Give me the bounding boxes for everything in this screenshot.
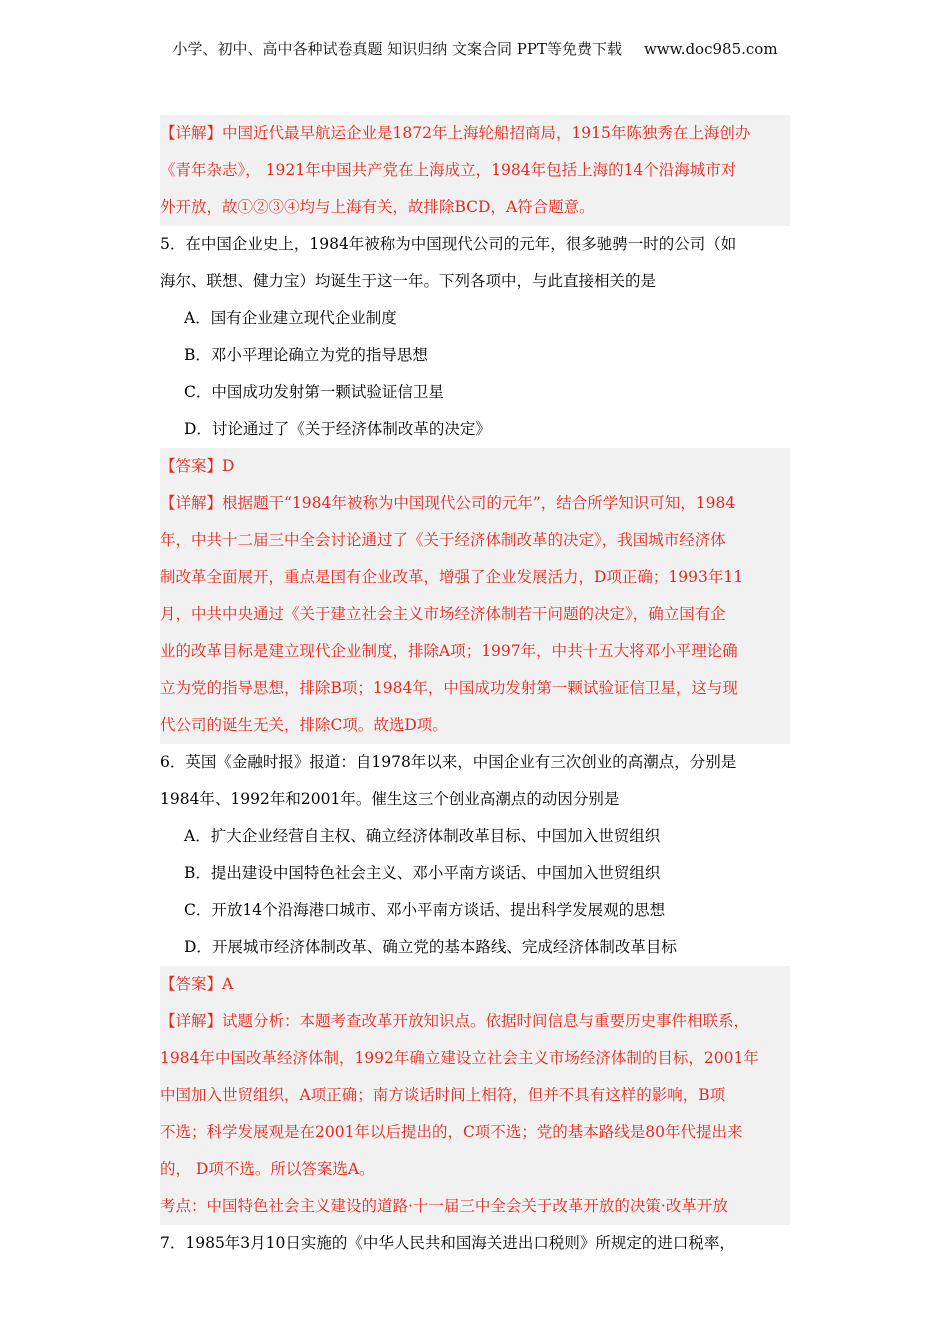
question-stem: 6．英国《金融时报》报道：自1978年以来，中国企业有三次创业的高潮点，分别是: [160, 753, 737, 771]
option-a: A．国有企业建立现代企业制度: [184, 309, 397, 327]
detail-line: 月，中共中央通过《关于建立社会主义市场经济体制若干问题的决定》，确立国有企: [160, 605, 726, 623]
detail-line: 【详解】中国近代最早航运企业是1872年上海轮船招商局，1915年陈独秀在上海创办: [160, 124, 751, 142]
detail-line: 【详解】试题分析：本题考查改革开放知识点。依据时间信息与重要历史事件相联系，: [160, 1012, 750, 1030]
detail-line: 1984年中国改革经济体制，1992年确立建设立社会主义市场经济体制的目标，2001年: [160, 1049, 759, 1067]
detail-line: 的， D项不选。所以答案选A。: [160, 1160, 375, 1178]
question-stem: 海尔、联想、健力宝）均诞生于这一年。下列各项中，与此直接相关的是: [160, 272, 657, 290]
question-stem: 1984年、1992年和2001年。催生这三个创业高潮点的动因分别是: [160, 790, 620, 808]
detail-line: 年，中共十二届三中全会讨论通过了《关于经济体制改革的决定》，我国城市经济体: [160, 531, 726, 549]
answer-line: 【答案】D: [160, 457, 235, 475]
option-c: C．中国成功发射第一颗试验证信卫星: [184, 383, 444, 401]
document-body: [160, 115, 790, 1262]
option-d: D．讨论通过了《关于经济体制改革的决定》: [184, 420, 491, 438]
option-c: C．开放14个沿海港口城市、邓小平南方谈话、提出科学发展观的思想: [184, 901, 666, 919]
question-6: [160, 744, 790, 966]
detail-line: 业的改革目标是建立现代企业制度，排除A项；1997年，中共十五大将邓小平理论确: [160, 642, 738, 660]
detail-line: 《青年杂志》， 1921年中国共产党在上海成立，1984年包括上海的14个沿海城市对: [160, 161, 737, 179]
detail-line: 制改革全面展开，重点是国有企业改革，增强了企业发展活力，D项正确；1993年11: [160, 568, 744, 586]
page-header: [0, 38, 950, 59]
question-5: [160, 226, 790, 448]
detail-line: 【详解】根据题干“1984年被称为中国现代公司的元年”，结合所学知识可知，1984: [160, 494, 736, 512]
detail-line: 中国加入世贸组织，A项正确；南方谈话时间上相符，但并不具有这样的影响，B项: [160, 1086, 726, 1104]
question-stem: 7．1985年3月10日实施的《中华人民共和国海关进出口税则》所规定的进口税率，: [160, 1234, 735, 1252]
detail-line: 不选；科学发展观是在2001年以后提出的，C项不选；党的基本路线是80年代提出来: [160, 1123, 743, 1141]
prev-detail-block: [160, 115, 790, 226]
question-stem: 5．在中国企业史上，1984年被称为中国现代公司的元年，很多驰骋一时的公司（如: [160, 235, 737, 253]
option-a: A．扩大企业经营自主权、确立经济体制改革目标、中国加入世贸组织: [184, 827, 661, 845]
answer-block-6: [160, 966, 790, 1225]
answer-block-5: [160, 448, 790, 744]
option-d: D．开展城市经济体制改革、确立党的基本路线、完成经济体制改革目标: [184, 938, 677, 956]
option-b: B．提出建设中国特色社会主义、邓小平南方谈话、中国加入世贸组织: [184, 864, 661, 882]
detail-line: 代公司的诞生无关，排除C项。故选D项。: [160, 716, 448, 734]
detail-line: 考点：中国特色社会主义建设的道路·十一届三中全会关于改革开放的决策·改革开放: [160, 1197, 728, 1215]
question-7: [160, 1225, 790, 1262]
option-b: B．邓小平理论确立为党的指导思想: [184, 346, 428, 364]
header-site: www.doc985.com: [643, 40, 778, 58]
detail-line: 立为党的指导思想，排除B项；1984年，中国成功发射第一颗试验证信卫星，这与现: [160, 679, 738, 697]
answer-line: 【答案】A: [160, 975, 234, 993]
detail-line: 外开放，故①②③④均与上海有关，故排除BCD，A符合题意。: [160, 198, 595, 216]
header-text: 小学、初中、高中各种试卷真题 知识归纳 文案合同 PPT等免费下载: [172, 40, 622, 58]
